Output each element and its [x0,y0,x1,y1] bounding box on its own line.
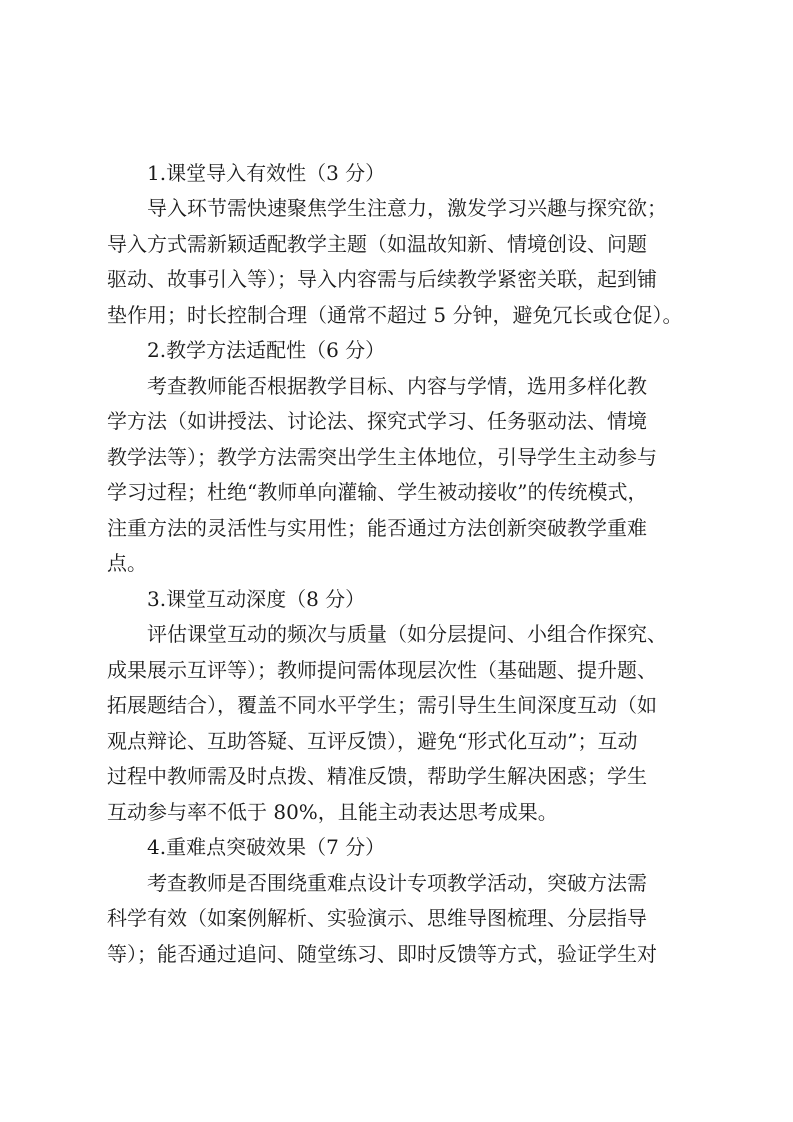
section-4-heading: 4.重难点突破效果（7 分） [147,835,386,859]
section-2-line-3: 教学法等）；教学方法需突出学生主体地位，引导学生主动参与 [107,445,657,469]
section-1-line-3: 驱动、故事引入等）；导入内容需与后续教学紧密关联，起到铺 [107,267,657,291]
section-3-line-4: 观点辩论、互助答疑、互评反馈），避免“形式化互动”；互动 [107,729,638,753]
section-3-heading: 3.课堂互动深度（8 分） [147,587,366,611]
section-4-line-2: 科学有效（如案例解析、实验演示、思维导图梳理、分层指导 [107,906,647,930]
section-3-line-6: 互动参与率不低于 80%，且能主动表达思考成果。 [107,800,558,824]
section-1-line-2: 导入方式需新颖适配教学主题（如温故知新、情境创设、问题 [107,232,647,256]
section-1-heading: 1.课堂导入有效性（3 分） [147,161,386,185]
section-4-line-3: 等）；能否通过追问、随堂练习、即时反馈等方式，验证学生对 [107,942,657,966]
section-3-line-5: 过程中教师需及时点拨、精准反馈，帮助学生解决困惑；学生 [107,764,647,788]
section-4-line-1: 考查教师是否围绕重难点设计专项教学活动，突破方法需 [147,871,647,895]
section-2-line-2: 学方法（如讲授法、讨论法、探究式学习、任务驱动法、情境 [107,409,647,433]
section-3-line-1: 评估课堂互动的频次与质量（如分层提问、小组合作探究、 [147,622,667,646]
section-3-line-3: 拓展题结合），覆盖不同水平学生；需引导生生间深度互动（如 [107,693,657,717]
section-2-heading: 2.教学方法适配性（6 分） [147,338,386,362]
section-1-line-1: 导入环节需快速聚焦学生注意力，激发学习兴趣与探究欲； [147,196,667,220]
section-3-line-2: 成果展示互评等）；教师提问需体现层次性（基础题、提升题、 [107,658,657,682]
section-2-line-5: 注重方法的灵活性与实用性；能否通过方法创新突破教学重难 [107,516,647,540]
section-2-line-6: 点。 [107,551,147,575]
section-2-line-4: 学习过程；杜绝“教师单向灌输、学生被动接收”的传统模式， [107,480,648,504]
section-2-line-1: 考查教师能否根据教学目标、内容与学情，选用多样化教 [147,374,647,398]
section-1-line-4: 垫作用；时长控制合理（通常不超过 5 分钟，避免冗长或仓促）。 [107,303,683,327]
